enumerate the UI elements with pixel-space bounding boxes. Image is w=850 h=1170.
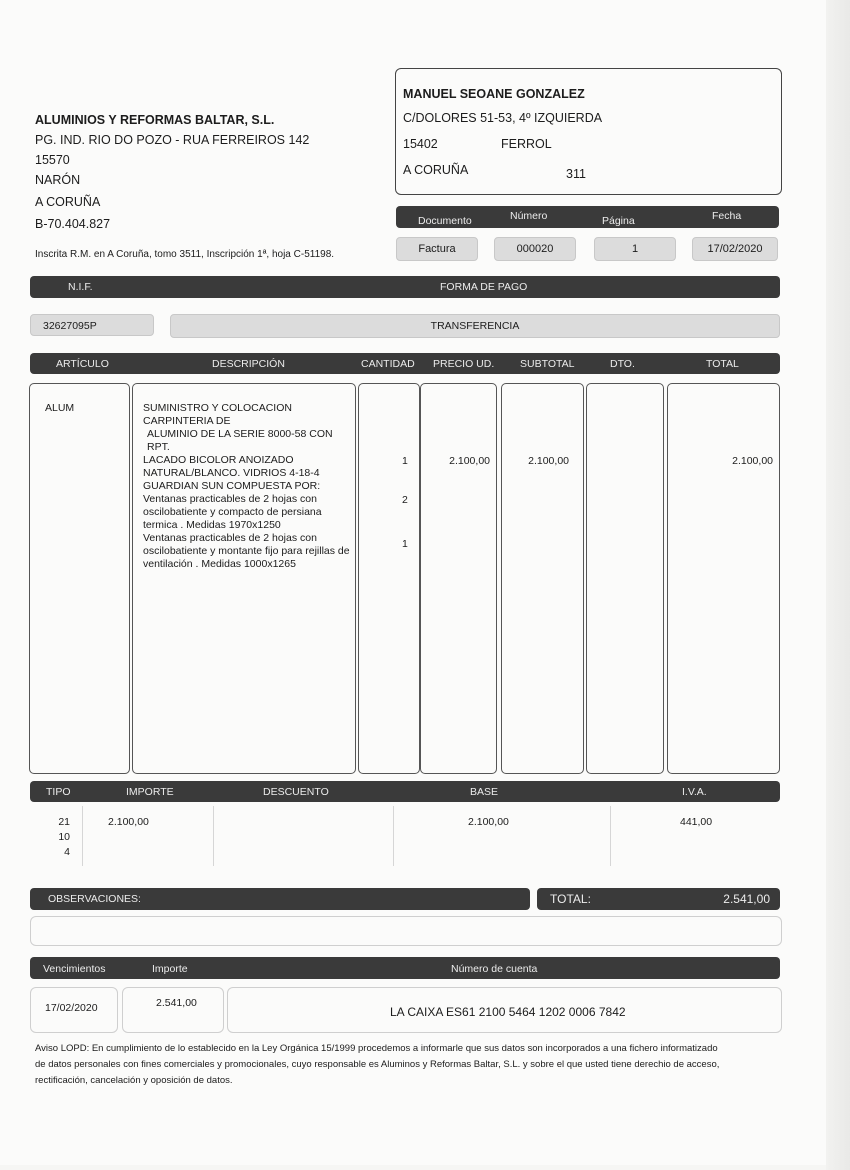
item-cantidad-2: 2 — [402, 494, 408, 506]
due-header-importe: Importe — [152, 963, 188, 975]
item-total: 2.100,00 — [732, 455, 773, 467]
description-line: oscilobatiente y compacto de persiana — [143, 506, 322, 518]
tax-header-base: BASE — [470, 786, 499, 798]
tax-table — [30, 806, 780, 872]
client-city: FERROL — [501, 137, 552, 151]
payment-method: TRANSFERENCIA — [170, 314, 780, 338]
tax-divider — [213, 806, 214, 866]
tax-tipo-3: 4 — [64, 846, 70, 858]
total-label: TOTAL: — [550, 892, 591, 906]
observaciones-bar — [30, 888, 530, 910]
total-bar — [537, 888, 780, 910]
col-articulo — [29, 383, 130, 774]
tax-header-importe: IMPORTE — [126, 786, 174, 798]
bank-account-box — [227, 987, 782, 1033]
description-line: NATURAL/BLANCO. VIDRIOS 4-18-4 — [143, 467, 320, 479]
description-line: ventilación . Medidas 1000x1265 — [143, 558, 296, 570]
issuer-address: PG. IND. RIO DO POZO - RUA FERREIROS 142 — [35, 133, 310, 147]
issuer-name: ALUMINIOS Y REFORMAS BALTAR, S.L. — [35, 113, 275, 127]
doc-page: 1 — [594, 237, 676, 261]
due-date: 17/02/2020 — [45, 1002, 98, 1014]
description-line: Ventanas practicables de 2 hojas con — [143, 493, 317, 505]
total-value: 2.541,00 — [723, 892, 770, 906]
due-amount-box — [122, 987, 224, 1033]
tax-divider — [393, 806, 394, 866]
tax-divider — [82, 806, 83, 866]
col-precio — [420, 383, 497, 774]
col-cantidad — [358, 383, 420, 774]
tax-base: 2.100,00 — [468, 816, 509, 828]
observaciones-box — [30, 916, 782, 946]
col-articulo-header: ARTÍCULO — [56, 358, 109, 370]
tax-header-descuento: DESCUENTO — [263, 786, 329, 798]
issuer-city: NARÓN — [35, 173, 81, 187]
lopd-line: rectificación, cancelación y oposición de datos. — [35, 1075, 233, 1086]
scan-edge — [826, 0, 850, 1170]
observaciones-label: OBSERVACIONES: — [48, 893, 141, 905]
due-header-bar — [30, 957, 780, 979]
doc-number: 000020 — [494, 237, 576, 261]
client-address: C/DOLORES 51-53, 4º IZQUIERDA — [403, 111, 603, 125]
tax-header-bar — [30, 781, 780, 802]
client-postal-code: 15402 — [403, 137, 438, 151]
lopd-line: de datos personales con fines comerciales y promocionales, cuyo responsable es Aluminos y Reformas Baltar, S.L. y sobre el que usted tiene derechio de acceso, — [35, 1059, 720, 1070]
col-total — [667, 383, 780, 774]
doc-header-numero: Número — [510, 210, 548, 222]
tax-header-tipo: TIPO — [46, 786, 71, 798]
issuer-postal-code: 15570 — [35, 153, 70, 167]
tax-tipo-2: 10 — [58, 831, 70, 843]
due-amount: 2.541,00 — [156, 997, 197, 1009]
doc-header-pagina: Página — [602, 215, 635, 227]
description-line: LACADO BICOLOR ANOIZADO — [143, 454, 294, 466]
issuer-registry: Inscrita R.M. en A Coruña, tomo 3511, Inscripción 1ª, hoja C-51198. — [35, 249, 335, 260]
payment-header-forma: FORMA DE PAGO — [440, 281, 528, 293]
description-line: ALUMINIO DE LA SERIE 8000-58 CON RPT. — [147, 428, 333, 453]
item-description — [143, 402, 353, 571]
item-articulo: ALUM — [45, 402, 75, 414]
description-line: termica . Medidas 1970x1250 — [143, 519, 281, 531]
due-header-vencimientos: Vencimientos — [43, 963, 106, 975]
col-subtotal — [501, 383, 584, 774]
client-name: MANUEL SEOANE GONZALEZ — [403, 87, 585, 101]
client-box — [395, 68, 782, 195]
doc-type: Factura — [396, 237, 478, 261]
due-date-box — [30, 987, 118, 1033]
col-cantidad-header: CANTIDAD — [361, 358, 415, 370]
payment-header-nif: N.I.F. — [68, 281, 93, 293]
tax-iva: 441,00 — [680, 816, 713, 828]
issuer-cif: B-70.404.827 — [35, 217, 111, 231]
lopd-notice — [35, 1041, 775, 1089]
client-province: A CORUÑA — [403, 163, 469, 177]
description-line: Ventanas practicables de 2 hojas con — [143, 532, 317, 544]
due-header-cuenta: Número de cuenta — [451, 963, 538, 975]
description-line: SUMINISTRO Y COLOCACION CARPINTERIA DE — [143, 402, 292, 427]
col-dto-header: DTO. — [610, 358, 635, 370]
tax-header-iva: I.V.A. — [682, 786, 707, 798]
tax-divider — [610, 806, 611, 866]
doc-date: 17/02/2020 — [692, 237, 778, 261]
col-descripcion-header: DESCRIPCIÓN — [212, 358, 285, 370]
item-cantidad-1: 1 — [402, 455, 408, 467]
item-subtotal: 2.100,00 — [528, 455, 569, 467]
tax-tipo-1: 21 — [58, 816, 70, 828]
tax-importe: 2.100,00 — [108, 816, 149, 828]
bank-account: LA CAIXA ES61 2100 5464 1202 0006 7842 — [390, 1005, 626, 1019]
col-dto — [586, 383, 664, 774]
items-header-bar — [30, 353, 780, 374]
col-descripcion — [132, 383, 356, 774]
item-cantidad-3: 1 — [402, 538, 408, 550]
item-precio: 2.100,00 — [449, 455, 490, 467]
description-line: oscilobatiente y montante fijo para rejillas de — [143, 545, 350, 557]
document-header-bar — [396, 206, 779, 228]
payment-header-bar — [30, 276, 780, 298]
description-line: GUARDIAN SUN COMPUESTA POR: — [143, 480, 321, 492]
nif-value: 32627095P — [30, 314, 154, 336]
client-code: 311 — [566, 167, 586, 181]
col-precio-header: PRECIO UD. — [433, 358, 495, 370]
col-total-header: TOTAL — [706, 358, 739, 370]
doc-header-documento: Documento — [418, 215, 472, 227]
issuer-province: A CORUÑA — [35, 195, 101, 209]
lopd-line: Aviso LOPD: En cumplimiento de lo establecido en la Ley Orgánica 15/1999 procedemos a informarle que sus datos son incorporados a una fichero informatizado — [35, 1043, 718, 1054]
col-subtotal-header: SUBTOTAL — [520, 358, 575, 370]
doc-header-fecha: Fecha — [712, 210, 742, 222]
